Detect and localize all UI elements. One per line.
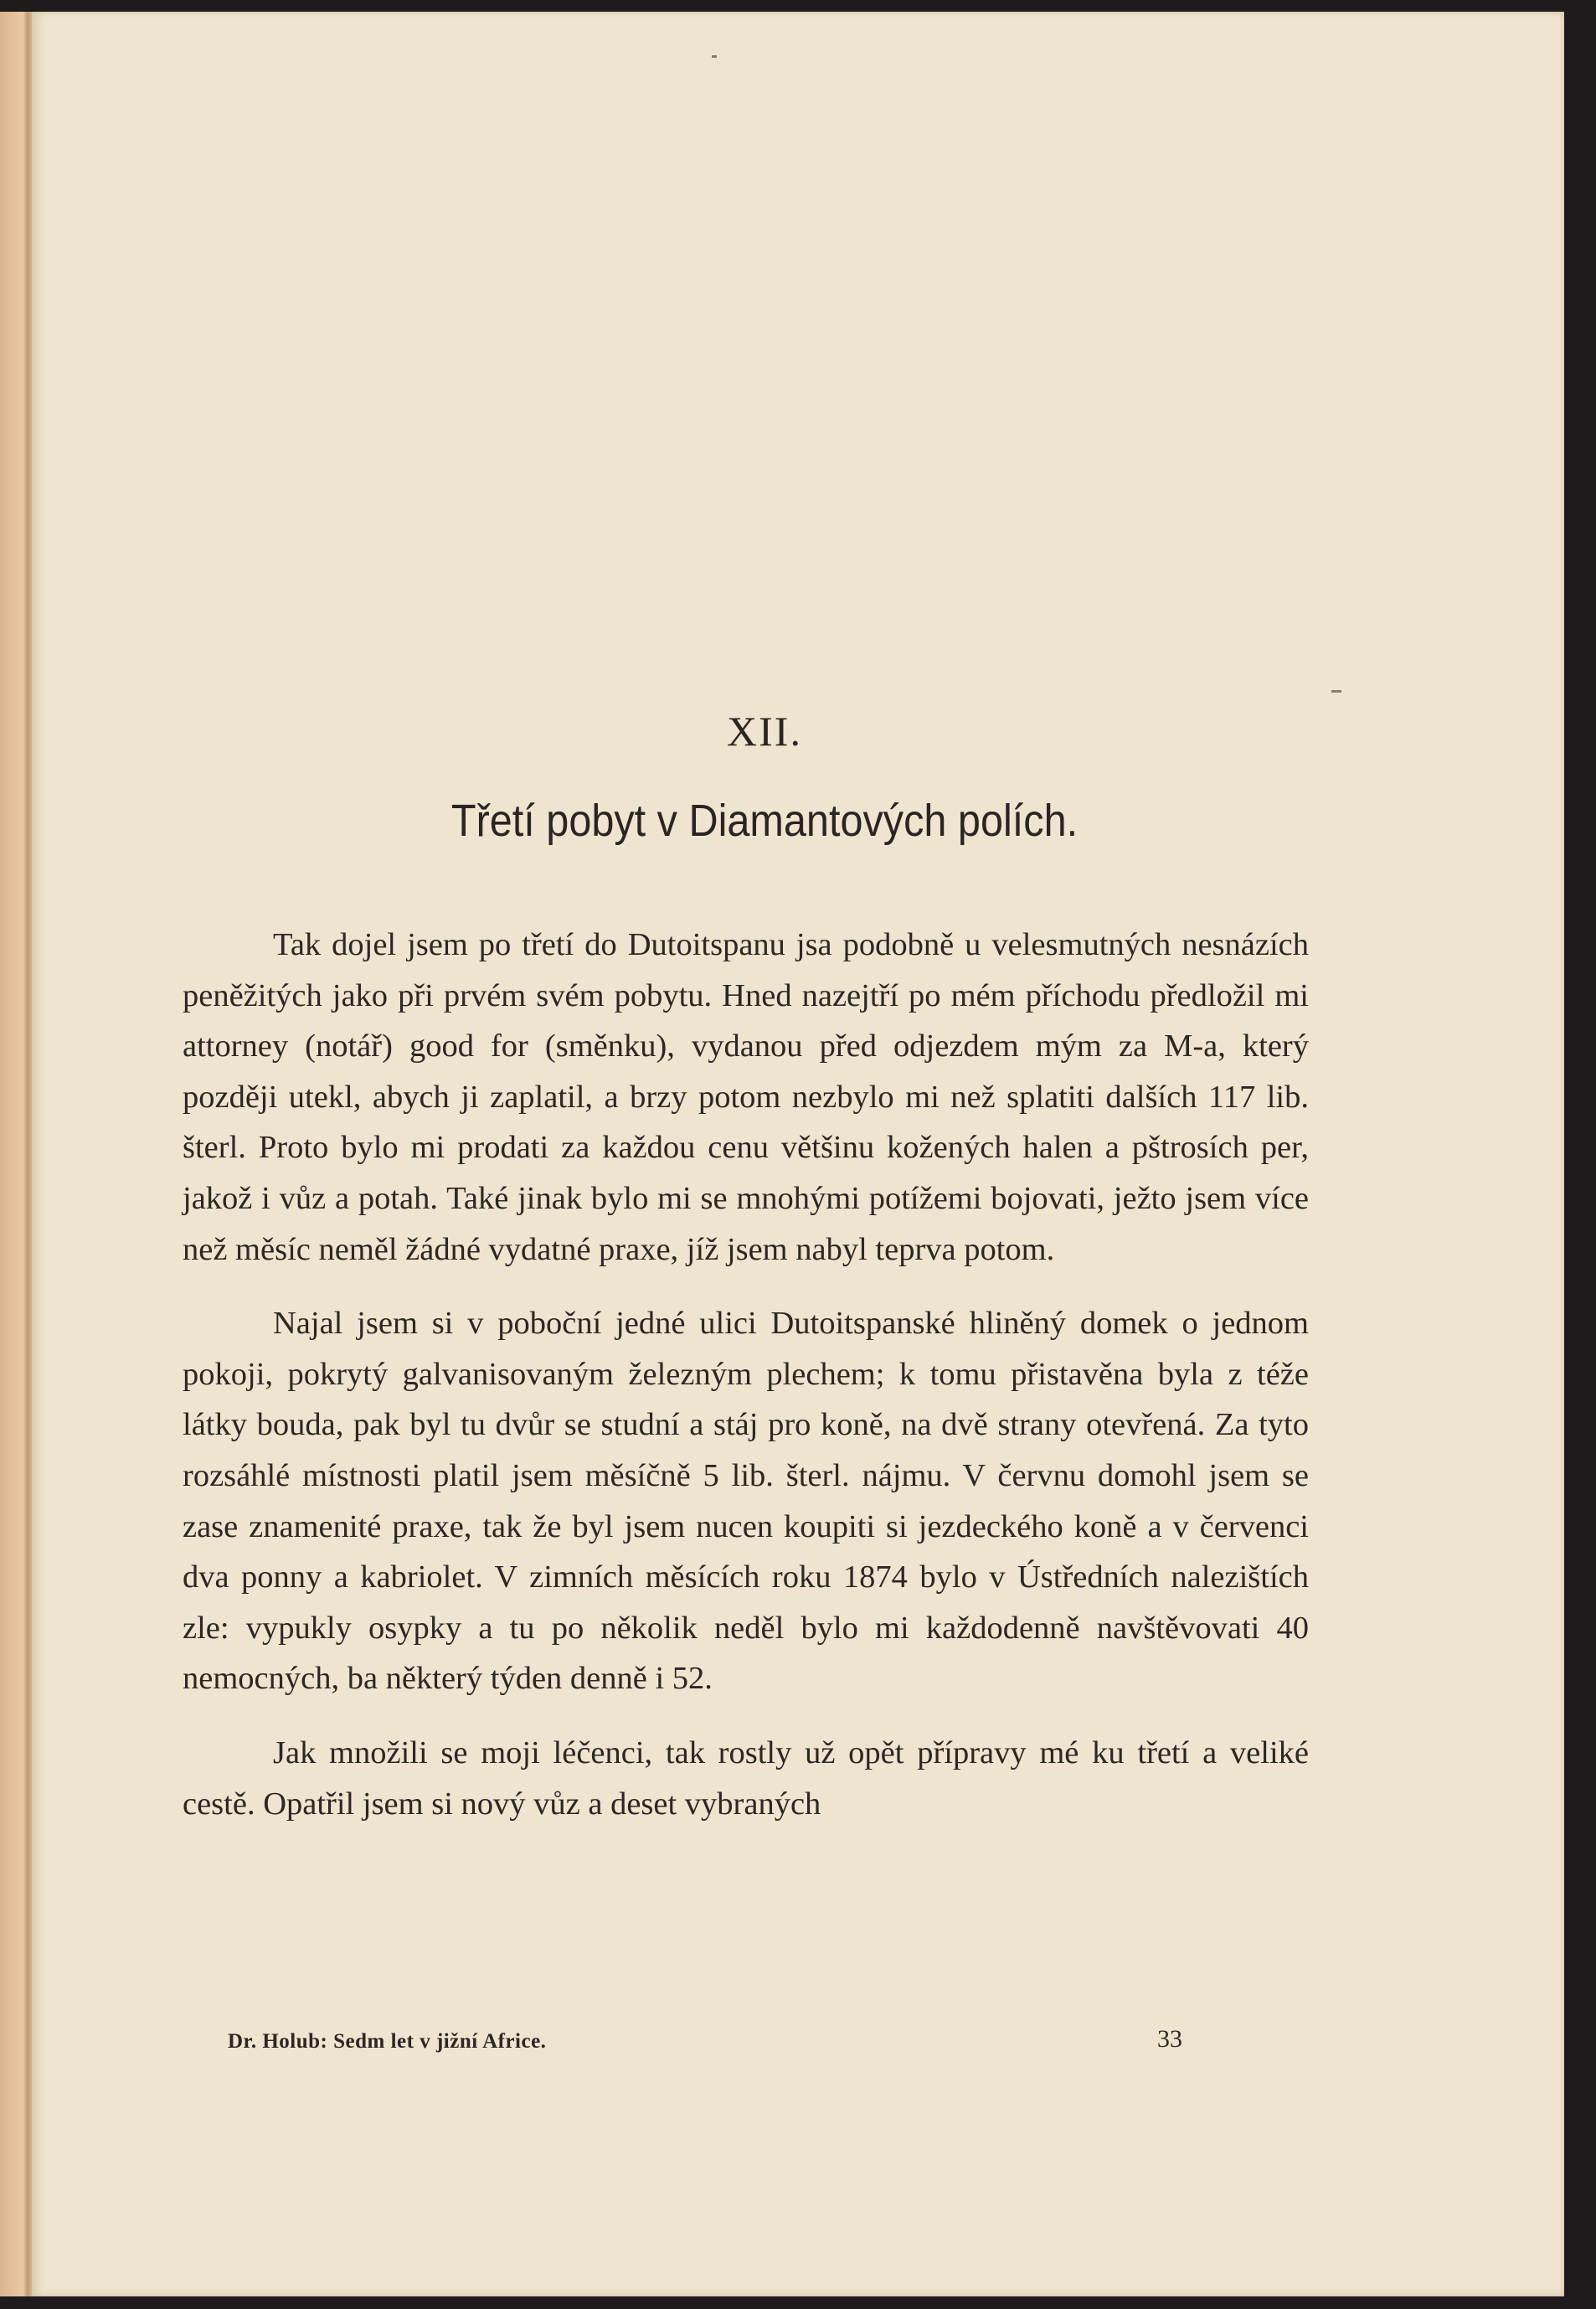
speck-mark	[1331, 690, 1341, 693]
speck-mark	[712, 55, 717, 58]
running-title: Dr. Holub: Sedm let v jižní Africe.	[228, 2030, 547, 2053]
chapter-number: XII.	[727, 708, 802, 755]
chapter-title: Třetí pobyt v Diamantových polích.	[450, 796, 1079, 846]
body-text	[183, 920, 1309, 1829]
paragraph: Najal jsem si v poboční jedné ulici Dutoitspanské hliněný domek o jednom pokoji, pokrytý galvanisovaným železným plechem; k tomu přistavěna byla z téže látky bouda, pak byl tu dvůr se studní a stáj pro koně, na dvě strany otevřená. Za tyto rozsáhlé místnosti platil jsem měsíčně 5 lib. šterl. nájmu. V červnu domohl jsem se zase znamenité praxe, tak že byl jsem nucen koupiti si jezdeckého koně a v červenci dva ponny a kabriolet. V zimních měsících roku 1874 bylo v Ústředních nalezištích zle: vypukly osypky a tu po několik neděl bylo mi každodenně navštěvovati 40 nemocných, ba některý týden denně i 52.	[183, 1306, 1309, 1697]
page-number: 33	[1157, 2025, 1182, 2053]
spine-shadow	[23, 12, 32, 2296]
book-page	[32, 12, 1564, 2296]
right-page-edge	[1564, 12, 1596, 2296]
paragraph: Jak množili se moji léčenci, tak rostly už opět přípravy mé ku třetí a veliké cestě. Opatřil jsem si nový vůz a deset vybraných	[183, 1734, 1309, 1822]
paragraph: Tak dojel jsem po třetí do Dutoitspanu jsa podobně u velesmutných nesnázích peněžitých jako při prvém svém pobytu. Hned nazejtří po mém příchodu předložil mi attorney (notář) good for (směnku), vydanou před odjezdem mým za M-a, který později utekl, abych ji zaplatil, a brzy potom nezbylo mi než splatiti dalších 117 lib. šterl. Proto bylo mi prodati za každou cenu většinu kožených halen a pštrosích per, jakož i vůz a potah. Také jinak bylo mi se mnohými potížemi bojovati, ježto jsem více než měsíc neměl žádné vydatné praxe, jíž jsem nabyl teprva potom.	[183, 927, 1309, 1267]
